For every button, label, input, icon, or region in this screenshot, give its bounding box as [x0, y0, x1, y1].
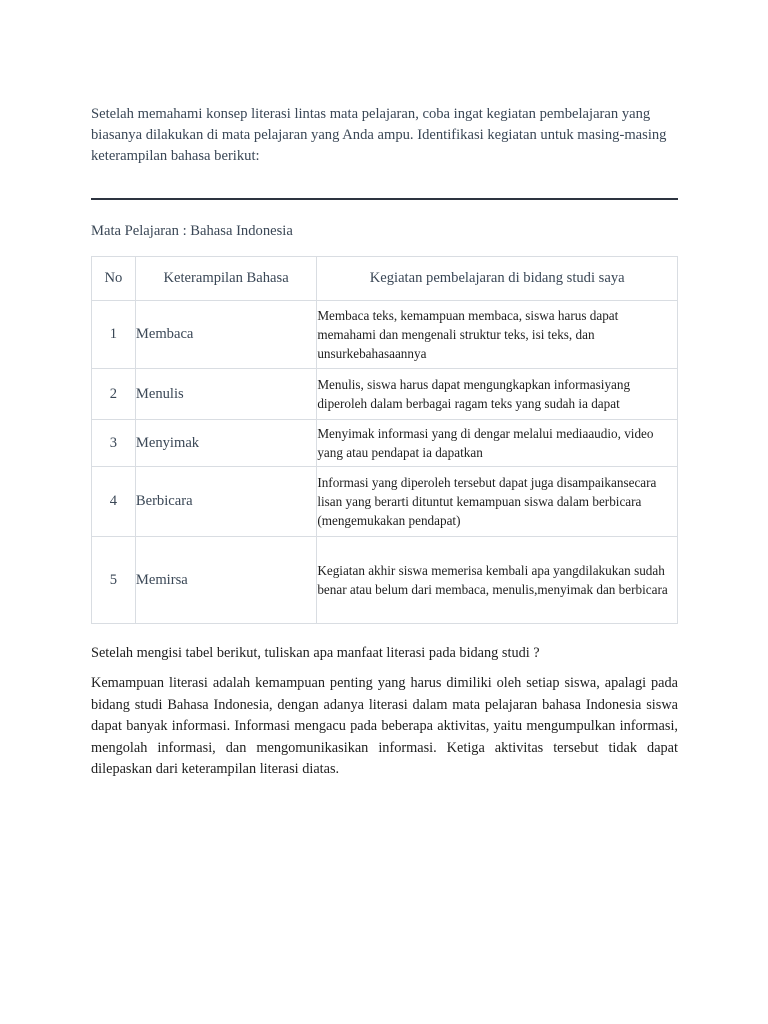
row-skill: Membaca: [135, 301, 316, 369]
header-no: No: [92, 257, 136, 301]
intro-paragraph: Setelah memahami konsep literasi lintas mata pelajaran, coba ingat kegiatan pembelajaran yang biasanya dilakukan di mata pelajaran yang Anda ampu. Identifikasi kegiatan untuk masing-masing keterampilan bahasa berikut:: [91, 106, 667, 164]
question-text: Setelah mengisi tabel berikut, tuliskan apa manfaat literasi pada bidang studi ?: [91, 645, 540, 661]
table-header-row: [92, 257, 678, 301]
row-activity-text: Menyimak informasi yang di dengar melalui mediaaudio, video yang atau pendapat ia dapatkan: [317, 425, 654, 460]
row-activity-text: Membaca teks, kemampuan membaca, siswa harus dapat memahami dan mengenali struktur teks, isi teks, dan unsurkebahasaannya: [317, 307, 619, 362]
row-activity-text: Informasi yang diperoleh tersebut dapat juga disampaikansecara lisan yang berarti dituntut kemampuan siswa dalam berbicara (mengemukakan pendapat): [317, 474, 657, 529]
subject-line: Mata Pelajaran : Bahasa Indonesia: [91, 223, 293, 239]
row-activity: [317, 467, 678, 537]
table-row: [92, 369, 678, 420]
table-row: [92, 467, 678, 537]
table-row: [92, 301, 678, 369]
table-row: [92, 420, 678, 467]
row-number: 5: [92, 537, 136, 624]
row-number: 2: [92, 369, 136, 420]
row-number: 4: [92, 467, 136, 537]
row-activity: [317, 369, 678, 420]
skills-table: [91, 256, 678, 624]
header-activity: Kegiatan pembelajaran di bidang studi saya: [317, 257, 678, 301]
row-skill: Berbicara: [135, 467, 316, 537]
row-activity-text: Kegiatan akhir siswa memerisa kembali apa yangdilakukan sudah benar atau belum dari membaca, menulis,menyimak dan berbicara: [317, 562, 668, 597]
header-skill: Keterampilan Bahasa: [135, 257, 316, 301]
row-activity: [317, 537, 678, 624]
horizontal-divider: [91, 198, 678, 200]
row-skill: Menyimak: [135, 420, 316, 467]
table-row: [92, 537, 678, 624]
row-activity-text: Menulis, siswa harus dapat mengungkapkan informasiyang diperoleh dalam berbagai ragam teks yang sudah ia dapat: [317, 376, 631, 411]
row-activity: [317, 301, 678, 369]
row-number: 3: [92, 420, 136, 467]
row-number: 1: [92, 301, 136, 369]
row-activity: [317, 420, 678, 467]
answer-paragraph: Kemampuan literasi adalah kemampuan penting yang harus dimiliki oleh setiap siswa, apalagi pada bidang studi Bahasa Indonesia, dengan adanya literasi dalam mata pelajaran bahasa Indonesia siswa dapat banyak informasi. Informasi mengacu pada beberapa aktivitas, yaitu mengumpulkan informasi, mengolah informasi, dan mengomunikasikan informasi. Ketiga aktivitas tersebut tidak dapat dilepaskan dari keterampilan literasi diatas.: [91, 675, 678, 777]
row-skill: Menulis: [135, 369, 316, 420]
row-skill: Memirsa: [135, 537, 316, 624]
